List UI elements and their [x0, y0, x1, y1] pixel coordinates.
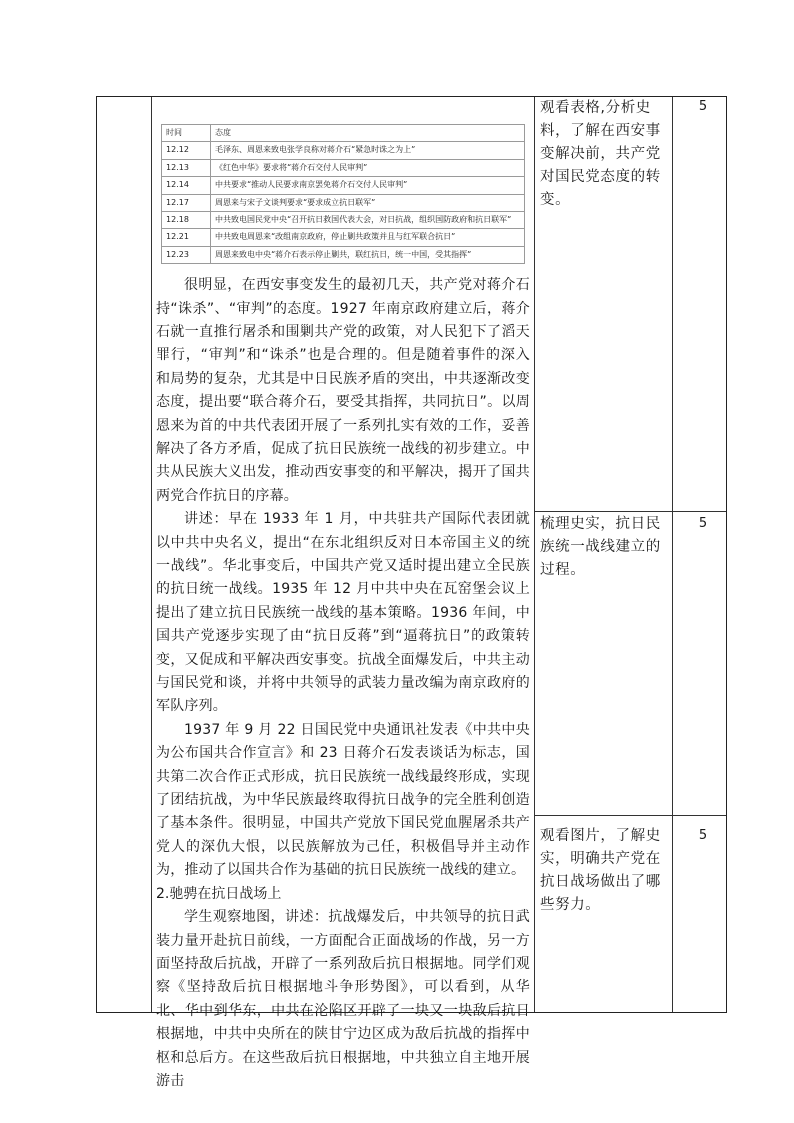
paragraph-narration: 讲述：早在 1933 年 1 月，中共驻共产国际代表团就以中共中央名义，提出“在东北组织反对日本帝国主义的统一战线”。华北事变后，中国共产党又适时提出建立全民族的抗日统一战线。1935 年 12 月中共中央在瓦窑堡会议上提出了建立抗日民族统一战线的基本策略。1936 年间，中国共产党逐步实现了由“抗日反蒋”到“逼蒋抗日”的政策转变，又促成和平解决西安事变。抗战全面爆发后，中共主动与国民党和谈，并将中共领导的武装力量改编为南京政府的军队序列。: [156, 511, 530, 715]
row-date: 12.21: [162, 229, 211, 246]
row-date: 12.17: [162, 194, 211, 211]
table-row: [162, 211, 525, 228]
section-heading: 2.驰骋在抗日战场上: [156, 885, 282, 902]
header-time: 时间: [162, 125, 211, 142]
row-date: 12.12: [162, 142, 211, 159]
lesson-content: [154, 98, 532, 1093]
paragraph-analysis: 很明显，在西安事变发生的最初几天，共产党对蒋介石持“诛杀”、“审判”的态度。1927 年南京政府建立后，蒋介石就一直推行屠杀和围剿共产党的政策，对人民犯下了滔天罪行，“审判”和“诛杀”也是合理的。但是随着事件的深入 和局势的复杂，尤其是中日民族矛盾的突出，中共逐渐改变态度，提出要“联合蒋介石，要受其指挥，共同抗日”。以周恩来为首的中共代表团开展了一系列扎实有效的工作，妥善解决了各方矛盾，促成了抗日民族统一战线的初步建立。中 共从民族大义出发，推动西安事变的和平解决，揭开了国共两党合作抗日的序幕。: [156, 277, 530, 504]
student-activity: 观看图片，了解史实，明确共产党在抗日战场做出了哪些努力。: [540, 828, 661, 913]
table-row: [162, 229, 525, 246]
row-date: 12.18: [162, 211, 211, 228]
column-divider: [534, 97, 535, 1012]
score-cell: 5: [698, 99, 708, 114]
row-divider: [534, 815, 726, 816]
column-divider: [151, 97, 152, 1012]
table-row: [162, 246, 525, 263]
score-cell: 5: [698, 516, 708, 531]
paragraph-cooperation: 1937 年 9 月 22 日国民党中央通讯社发表《中共中央为公布国共合作宣言》和 23 日蒋介石发表谈话为标志，国共第二次合作正式形成，抗日民族统一战线最终形成，实现了团结抗战，为中华民族最终取得抗日战争的完全胜利创造了基本条件。很明显，中国共产党放下国民党血腥屠杀共产党人的深仇大恨，以民族解放为己任，积极倡导并主动作为，推动了以国共合作为基础的抗日民族统一战线的建立。: [156, 721, 530, 879]
paragraph-battlefield: 学生观察地图，讲述：抗战爆发后，中共领导的抗日武装力量开赴抗日前线，一方面配合正面战场的作战，另一方面坚持敌后抗战，开辟了一系列敌后抗日根据地。同学们观察《坚持敌后抗日根据地斗争形势图》，可以看到，从华北、华中到华东，中共在沦陷区开辟了一块又一块敌后抗日根据地，中共中央所在的陕甘宁边区成为敌后抗战的指挥中枢和总后方。在这些敌后抗日根据地，中共独立自主地开展游击: [156, 909, 530, 1089]
table-row: [162, 194, 525, 211]
row-date: 12.23: [162, 246, 211, 263]
score-cell: 5: [698, 828, 708, 843]
table-row: [162, 142, 525, 159]
row-attitude: 周恩来致电中央“蒋介石表示停止剿共，联红抗日，统一中国，受其指挥”: [211, 246, 525, 263]
student-activity: 梳理史实，抗日民族统一战线建立的过程。: [540, 516, 661, 578]
row-attitude: 《红色中华》要求将“蒋介石交付人民审判”: [211, 159, 525, 176]
row-attitude: 周恩来与宋子文谈判要求“要求成立抗日联军”: [211, 194, 525, 211]
row-date: 12.14: [162, 177, 211, 194]
row-date: 12.13: [162, 159, 211, 176]
row-attitude: 中共要求“推动人民要求南京罢免蒋介石交付人民审判”: [211, 177, 525, 194]
row-divider: [534, 511, 726, 512]
table-row: [162, 159, 525, 176]
header-attitude: 态度: [211, 125, 525, 142]
row-attitude: 中共致电国民党中央“召开抗日救国代表大会，对日抗战，组织国防政府和抗日联军”: [211, 211, 525, 228]
table-header-row: [162, 125, 525, 142]
row-attitude: 中共致电周恩来“改组南京政府，停止剿共政策并且与红军联合抗日”: [211, 229, 525, 246]
table-row: [162, 177, 525, 194]
row-attitude: 毛泽东、周恩来致电张学良称对蒋介石“紧急时诛之为上”: [211, 142, 525, 159]
attitude-table: [161, 124, 525, 264]
student-activity: 观看表格,分析史料，了解在西安事变解决前，共产党对国民党态度的转变。: [540, 100, 661, 208]
column-divider: [672, 97, 673, 1012]
